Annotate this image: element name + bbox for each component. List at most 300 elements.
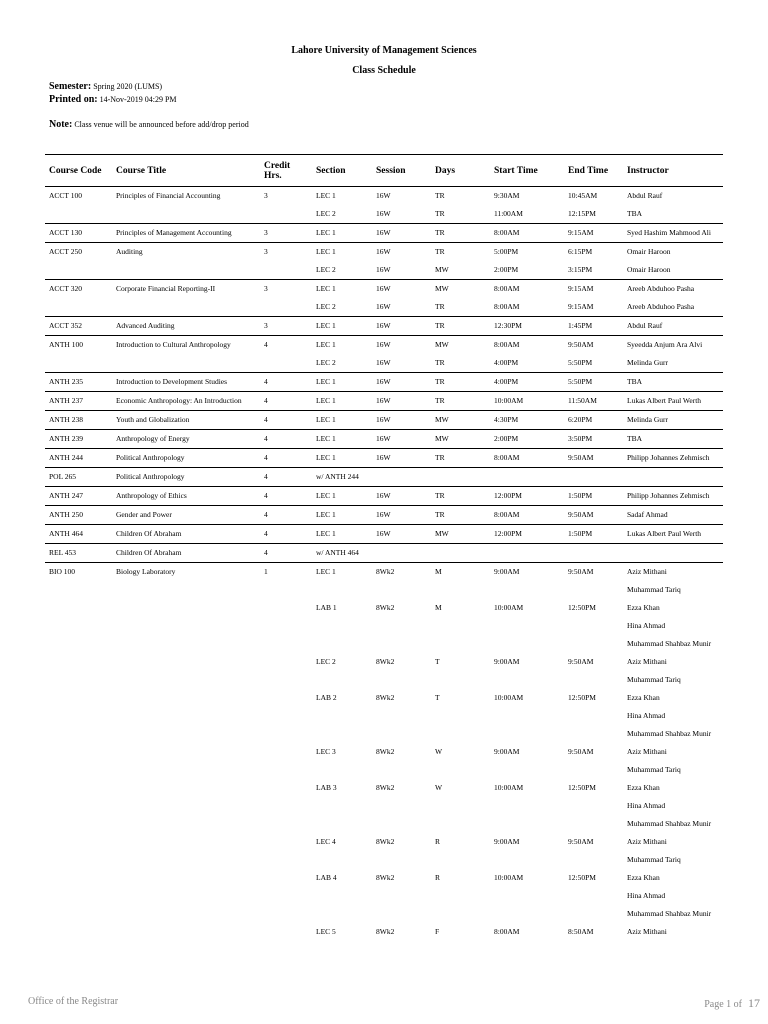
cell-course-code (45, 581, 112, 599)
cell-days (431, 905, 490, 923)
cell-end-time (564, 815, 623, 833)
cell-credit-hrs: 4 (260, 544, 312, 563)
table-row (45, 599, 723, 617)
cell-end-time: 6:20PM (564, 411, 623, 430)
cell-instructor: TBA (623, 373, 723, 392)
cell-instructor: Areeb Abduhoo Pasha (623, 280, 723, 299)
cell-section: LAB 1 (316, 603, 337, 612)
cell-instructor: Aziz Mithani (627, 837, 667, 846)
cell-course-code (45, 725, 112, 743)
cell-credit-hrs (260, 815, 312, 833)
cell-section (312, 761, 372, 779)
cell-start-time (490, 635, 564, 653)
cell-instructor: Muhammad Shahbaz Munir (627, 909, 712, 918)
cell-credit-hrs (260, 205, 312, 224)
cell-course-code (45, 617, 112, 635)
cell-days: TR (431, 392, 490, 411)
cell-credit-hrs (260, 599, 312, 617)
cell-start-time: 9:30AM (494, 191, 520, 200)
col-credit-hrs: Credit Hrs. (260, 155, 312, 187)
cell-instructor: Lukas Albert Paul Werth (623, 525, 723, 544)
cell-days: TR (431, 449, 490, 468)
cell-days (431, 887, 490, 905)
cell-start-time (490, 544, 564, 563)
cell-section: LEC 4 (316, 837, 336, 846)
cell-end-time: 12:50PM (568, 693, 596, 702)
cell-session (372, 617, 431, 635)
cell-credit-hrs: 4 (260, 506, 312, 525)
cell-course-title: Auditing (112, 243, 260, 262)
cell-instructor: TBA (623, 430, 723, 449)
cell-start-time: 8:00AM (490, 449, 564, 468)
cell-session: 16W (372, 430, 431, 449)
cell-course-title (112, 671, 260, 689)
cell-credit-hrs: 3 (260, 317, 312, 336)
cell-course-code (45, 833, 112, 851)
cell-end-time: 9:50AM (568, 837, 594, 846)
col-days: Days (431, 155, 490, 187)
cell-session: 8Wk2 (376, 603, 395, 612)
cell-course-code (45, 761, 112, 779)
cell-days: W (435, 783, 443, 792)
cell-days: TR (435, 191, 445, 200)
cell-start-time (490, 761, 564, 779)
cell-start-time (490, 797, 564, 815)
cell-section: LEC 2 (316, 358, 336, 367)
cell-course-title (112, 797, 260, 815)
cell-course-title: Biology Laboratory (112, 563, 260, 582)
table-row (45, 205, 723, 224)
cell-course-title: Economic Anthropology: An Introduction (112, 392, 260, 411)
cell-end-time: 1:50PM (564, 487, 623, 506)
cell-start-time: 12:30PM (490, 317, 564, 336)
table-row (45, 743, 723, 761)
cell-session: 8Wk2 (376, 693, 395, 702)
cell-credit-hrs: 4 (260, 525, 312, 544)
semester-label: Semester: (49, 81, 92, 92)
cell-course-code: ACCT 320 (45, 280, 112, 299)
cell-start-time: 9:00AM (494, 657, 520, 666)
cell-section (312, 671, 372, 689)
cell-course-title (112, 599, 260, 617)
cell-credit-hrs: 4 (260, 468, 312, 487)
cell-session: 16W (372, 506, 431, 525)
cell-days: MW (431, 280, 490, 299)
cell-start-time: 8:00AM (490, 336, 564, 355)
cell-instructor: Hina Ahmad (627, 801, 666, 810)
table-row (45, 815, 723, 833)
cell-course-code: ANTH 238 (45, 411, 112, 430)
table-row (45, 797, 723, 815)
cell-course-code: POL 265 (45, 468, 112, 487)
table-row (45, 525, 723, 544)
cell-session (372, 468, 431, 487)
cell-session: 16W (372, 487, 431, 506)
cell-instructor: Ezza Khan (627, 693, 660, 702)
cell-session: 16W (376, 209, 391, 218)
cell-credit-hrs (260, 653, 312, 671)
cell-end-time: 9:15AM (564, 280, 623, 299)
table-row (45, 725, 723, 743)
cell-days (431, 581, 490, 599)
cell-section (312, 887, 372, 905)
cell-section: LEC 1 (312, 525, 372, 544)
cell-instructor: Aziz Mithani (627, 657, 667, 666)
cell-start-time: 10:00AM (494, 693, 524, 702)
cell-instructor: Muhammad Shahbaz Munir (627, 729, 712, 738)
page-label: Page 1 of (704, 999, 742, 1010)
cell-days: TR (431, 373, 490, 392)
cell-course-title (112, 743, 260, 761)
cell-end-time (564, 468, 623, 487)
table-row (45, 392, 723, 411)
cell-session: 16W (372, 243, 431, 262)
cell-instructor: Abdul Rauf (627, 191, 663, 200)
cell-credit-hrs (260, 923, 312, 941)
cell-days (431, 671, 490, 689)
cell-course-code: REL 453 (45, 544, 112, 563)
table-row (45, 581, 723, 599)
cell-section (312, 581, 372, 599)
table-row (45, 224, 723, 243)
cell-section (312, 617, 372, 635)
cell-instructor: Melinda Gurr (627, 358, 669, 367)
cell-credit-hrs: 4 (260, 336, 312, 355)
cell-credit-hrs (260, 261, 312, 280)
cell-section: LEC 3 (316, 747, 336, 756)
cell-end-time: 8:50AM (568, 927, 594, 936)
table-row (45, 187, 723, 206)
cell-section: LEC 1 (312, 392, 372, 411)
cell-end-time (564, 905, 623, 923)
cell-start-time (490, 617, 564, 635)
cell-end-time: 12:50PM (568, 873, 596, 882)
col-session: Session (372, 155, 431, 187)
table-row (45, 243, 723, 262)
cell-end-time: 6:15PM (564, 243, 623, 262)
cell-days: TR (431, 317, 490, 336)
cell-session: 16W (376, 358, 391, 367)
cell-session (372, 905, 431, 923)
cell-credit-hrs (260, 869, 312, 887)
cell-credit-hrs (260, 689, 312, 707)
cell-start-time: 10:00AM (494, 783, 524, 792)
cell-session (372, 581, 431, 599)
table-row (45, 506, 723, 525)
cell-end-time: 3:15PM (568, 265, 593, 274)
cell-course-code: ANTH 239 (45, 430, 112, 449)
cell-instructor: Muhammad Tariq (627, 855, 681, 864)
cell-section: LEC 1 (312, 224, 372, 243)
cell-section: LEC 1 (312, 449, 372, 468)
cell-course-code: ACCT 130 (45, 224, 112, 243)
cell-course-title (112, 833, 260, 851)
cell-days: M (431, 563, 490, 582)
cell-end-time: 1:50PM (564, 525, 623, 544)
table-row (45, 430, 723, 449)
cell-course-title (112, 725, 260, 743)
cell-instructor: Lukas Albert Paul Werth (623, 392, 723, 411)
col-start-time: Start Time (490, 155, 564, 187)
cell-start-time (490, 707, 564, 725)
table-row (45, 779, 723, 797)
cell-start-time (490, 815, 564, 833)
cell-credit-hrs: 4 (260, 430, 312, 449)
cell-session (372, 725, 431, 743)
cell-instructor: Hina Ahmad (627, 711, 666, 720)
cell-end-time: 1:45PM (564, 317, 623, 336)
cell-start-time: 5:00PM (490, 243, 564, 262)
cell-start-time: 12:00PM (490, 525, 564, 544)
cell-start-time (490, 468, 564, 487)
table-row (45, 487, 723, 506)
table-row (45, 468, 723, 487)
cell-section (312, 797, 372, 815)
cell-course-title (112, 581, 260, 599)
cell-days: W (435, 747, 443, 756)
cell-session: 16W (372, 411, 431, 430)
cell-end-time: 11:50AM (564, 392, 623, 411)
cell-course-title (112, 815, 260, 833)
cell-course-code (45, 653, 112, 671)
cell-section: LEC 2 (316, 209, 336, 218)
cell-course-title (112, 261, 260, 280)
cell-course-code (45, 923, 112, 941)
cell-credit-hrs (260, 707, 312, 725)
cell-session: 16W (372, 317, 431, 336)
cell-course-code: ACCT 250 (45, 243, 112, 262)
cell-section: LEC 1 (312, 411, 372, 430)
cell-start-time: 9:00AM (494, 747, 520, 756)
cell-session: 16W (372, 280, 431, 299)
cell-course-code: ANTH 244 (45, 449, 112, 468)
cell-course-title: Introduction to Cultural Anthropology (112, 336, 260, 355)
cell-course-code: ANTH 464 (45, 525, 112, 544)
cell-section: LEC 1 (312, 373, 372, 392)
cell-credit-hrs (260, 298, 312, 317)
cell-start-time: 4:30PM (490, 411, 564, 430)
cell-end-time (564, 617, 623, 635)
cell-instructor: Omair Haroon (627, 265, 671, 274)
cell-days (431, 797, 490, 815)
cell-session: 8Wk2 (376, 837, 395, 846)
cell-end-time (564, 707, 623, 725)
cell-course-title: Children Of Abraham (112, 544, 260, 563)
table-row (45, 689, 723, 707)
cell-days: TR (431, 487, 490, 506)
cell-session: 8Wk2 (376, 657, 395, 666)
cell-section: w/ ANTH 464 (312, 544, 372, 563)
cell-credit-hrs: 3 (260, 280, 312, 299)
cell-course-title: Principles of Management Accounting (112, 224, 260, 243)
cell-days: TR (431, 506, 490, 525)
cell-course-code (45, 205, 112, 224)
cell-days: F (435, 927, 440, 936)
col-course-title: Course Title (112, 155, 260, 187)
table-row (45, 707, 723, 725)
cell-course-code (45, 779, 112, 797)
cell-section: LEC 1 (312, 280, 372, 299)
cell-session: 8Wk2 (372, 563, 431, 582)
cell-days: M (435, 603, 442, 612)
table-row (45, 905, 723, 923)
cell-section: LAB 2 (316, 693, 337, 702)
table-row (45, 851, 723, 869)
cell-section: LEC 2 (316, 657, 336, 666)
cell-start-time: 8:00AM (490, 506, 564, 525)
cell-days (431, 851, 490, 869)
cell-credit-hrs (260, 725, 312, 743)
cell-days: TR (431, 224, 490, 243)
cell-course-code (45, 851, 112, 869)
cell-credit-hrs: 4 (260, 392, 312, 411)
cell-end-time (564, 761, 623, 779)
footer-page (704, 996, 760, 1011)
cell-credit-hrs: 4 (260, 487, 312, 506)
cell-session (372, 707, 431, 725)
cell-end-time: 9:15AM (568, 302, 594, 311)
table-row (45, 833, 723, 851)
table-row (45, 411, 723, 430)
cell-instructor: Ezza Khan (627, 603, 660, 612)
cell-end-time (564, 851, 623, 869)
cell-end-time: 12:50PM (568, 783, 596, 792)
cell-course-title (112, 923, 260, 941)
cell-credit-hrs (260, 779, 312, 797)
semester-line (49, 81, 162, 92)
cell-session: 16W (372, 373, 431, 392)
cell-credit-hrs (260, 581, 312, 599)
table-row (45, 317, 723, 336)
printed-value: 14-Nov-2019 04:29 PM (99, 95, 177, 104)
cell-end-time (564, 887, 623, 905)
cell-course-code (45, 261, 112, 280)
cell-instructor: Syeedda Anjum Ara Alvi (623, 336, 723, 355)
university-name: Lahore University of Management Sciences (291, 45, 477, 56)
cell-session (372, 761, 431, 779)
cell-course-title (112, 298, 260, 317)
cell-days: TR (435, 209, 445, 218)
cell-start-time: 8:00AM (490, 280, 564, 299)
cell-credit-hrs: 3 (260, 224, 312, 243)
cell-end-time (564, 725, 623, 743)
cell-instructor: Ezza Khan (627, 873, 660, 882)
page-total: 17 (748, 996, 760, 1010)
cell-start-time: 9:00AM (494, 837, 520, 846)
cell-session: 16W (372, 336, 431, 355)
cell-session: 16W (372, 392, 431, 411)
cell-credit-hrs (260, 887, 312, 905)
cell-course-title (112, 635, 260, 653)
semester-value: Spring 2020 (LUMS) (93, 82, 163, 91)
cell-session: 16W (376, 191, 391, 200)
page-title: Class Schedule (352, 65, 416, 76)
cell-course-code (45, 887, 112, 905)
table-row (45, 544, 723, 563)
cell-course-title (112, 653, 260, 671)
cell-course-code (45, 905, 112, 923)
cell-credit-hrs: 3 (260, 243, 312, 262)
cell-session: 8Wk2 (376, 747, 395, 756)
cell-instructor: Abdul Rauf (623, 317, 723, 336)
footer-office: Office of the Registrar (28, 996, 119, 1007)
cell-course-code (45, 599, 112, 617)
cell-end-time: 9:50AM (568, 657, 594, 666)
cell-instructor: Muhammad Tariq (627, 675, 681, 684)
cell-section (312, 905, 372, 923)
cell-session (372, 544, 431, 563)
cell-start-time (490, 905, 564, 923)
table-row (45, 761, 723, 779)
table-row (45, 671, 723, 689)
cell-credit-hrs (260, 833, 312, 851)
cell-section: LEC 1 (312, 430, 372, 449)
cell-course-title (112, 869, 260, 887)
cell-course-title: Political Anthropology (112, 468, 260, 487)
cell-instructor: Muhammad Shahbaz Munir (627, 639, 712, 648)
cell-course-title (112, 205, 260, 224)
cell-days (431, 635, 490, 653)
cell-start-time: 10:00AM (490, 392, 564, 411)
cell-start-time: 4:00PM (490, 373, 564, 392)
cell-course-code: ANTH 100 (45, 336, 112, 355)
cell-instructor: Muhammad Shahbaz Munir (627, 819, 712, 828)
cell-days: TR (431, 243, 490, 262)
cell-end-time (564, 581, 623, 599)
table-row (45, 449, 723, 468)
cell-credit-hrs (260, 761, 312, 779)
table-row (45, 923, 723, 941)
cell-course-code (45, 689, 112, 707)
cell-course-title: Gender and Power (112, 506, 260, 525)
table-row (45, 617, 723, 635)
cell-days: MW (431, 525, 490, 544)
cell-session: 16W (372, 449, 431, 468)
cell-start-time: 2:00PM (494, 265, 519, 274)
cell-instructor: Sadaf Ahmad (623, 506, 723, 525)
cell-course-title (112, 689, 260, 707)
cell-course-code (45, 298, 112, 317)
cell-instructor: Muhammad Tariq (627, 765, 681, 774)
col-course-code: Course Code (45, 155, 112, 187)
col-end-time: End Time (564, 155, 623, 187)
cell-course-title (112, 779, 260, 797)
cell-section: w/ ANTH 244 (312, 468, 372, 487)
cell-end-time: 12:50PM (568, 603, 596, 612)
cell-instructor: Syed Hashim Mahmood Ali (623, 224, 723, 243)
cell-course-title (112, 905, 260, 923)
col-section: Section (312, 155, 372, 187)
table-row (45, 869, 723, 887)
cell-course-code (45, 815, 112, 833)
cell-days (431, 468, 490, 487)
cell-course-title: Youth and Globalization (112, 411, 260, 430)
cell-course-code: BIO 100 (45, 563, 112, 582)
table-row (45, 336, 723, 355)
table-row (45, 280, 723, 299)
cell-course-code (45, 797, 112, 815)
cell-session (372, 851, 431, 869)
cell-days (431, 707, 490, 725)
cell-course-code (45, 635, 112, 653)
table-row (45, 261, 723, 280)
cell-end-time: 9:50AM (564, 336, 623, 355)
cell-instructor: Melinda Gurr (623, 411, 723, 430)
cell-course-code (45, 354, 112, 373)
cell-section: LEC 1 (312, 317, 372, 336)
cell-credit-hrs (260, 743, 312, 761)
cell-section: LEC 5 (316, 927, 336, 936)
